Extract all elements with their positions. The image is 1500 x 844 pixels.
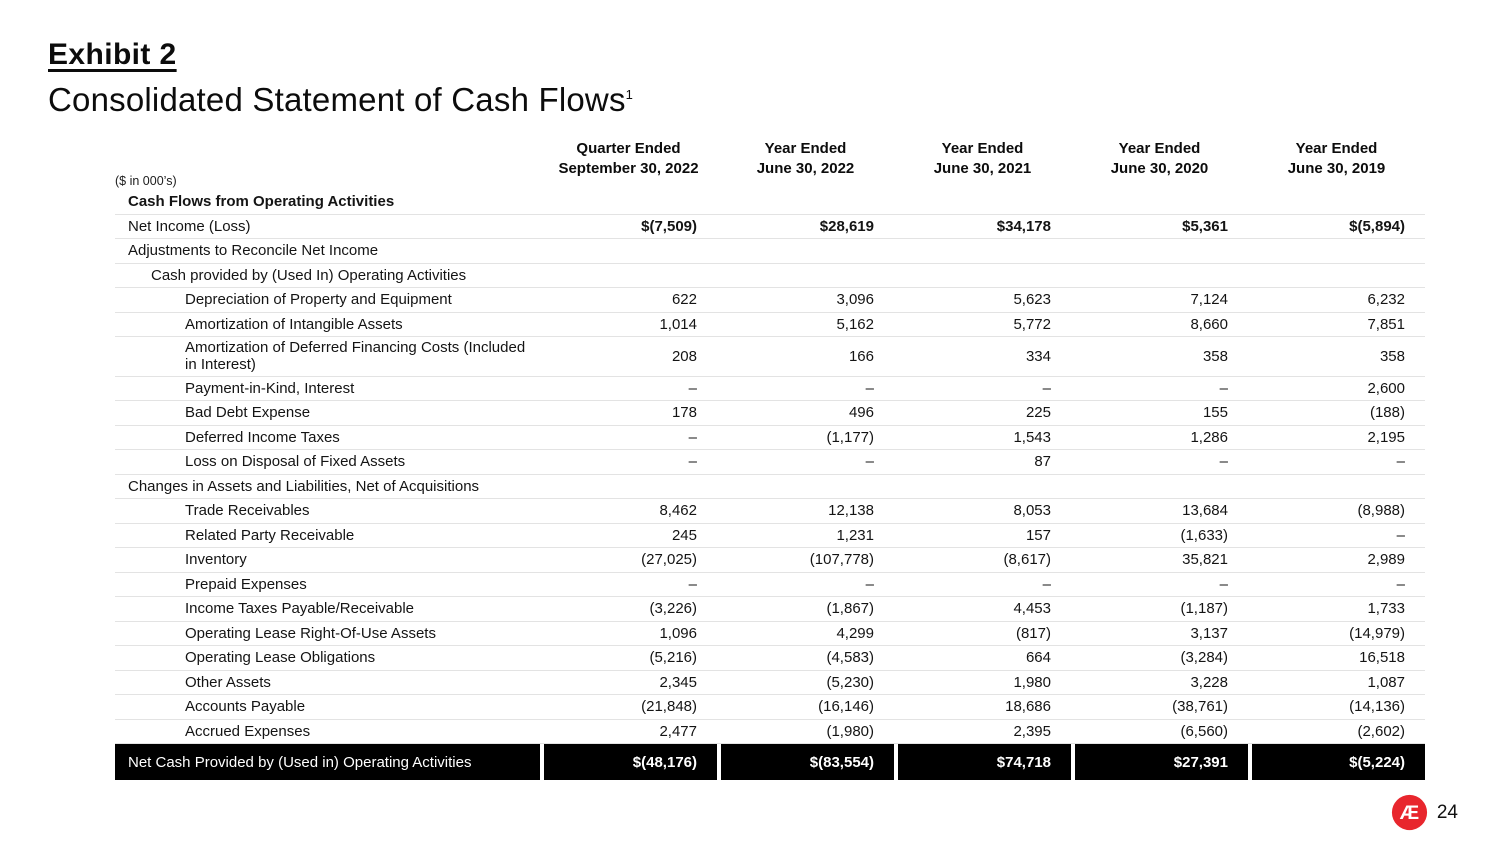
total-row [115,744,1425,780]
cell-value: $(7,509) [641,217,697,235]
row-label: Operating Lease Obligations [185,649,376,667]
cell-value: (5,230) [826,673,874,691]
cell-value: 1,286 [1190,428,1228,446]
row-label: Depreciation of Property and Equipment [185,291,452,309]
cell-value: – [1042,379,1051,397]
cell-value: – [865,379,874,397]
column-header: Year Ended June 30, 2021 [933,140,1032,177]
cell-value: (1,633) [1180,526,1228,544]
cell-value: (1,187) [1180,600,1228,618]
cell-value: – [865,575,874,593]
table-row [115,597,1425,622]
cell-value: – [865,453,874,471]
cell-value: 5,162 [836,315,874,333]
table-row [115,215,1425,240]
cell-value: 2,195 [1367,428,1405,446]
table-row [115,313,1425,338]
footnote-marker: 1 [625,87,634,102]
cell-value: 8,660 [1190,315,1228,333]
row-label: Cash Flows from Operating Activities [128,193,395,211]
company-logo-icon [1391,794,1428,831]
table-row [115,288,1425,313]
cell-value: (27,025) [641,551,697,569]
cell-value: 225 [1025,404,1051,422]
cell-value: (3,284) [1180,649,1228,667]
cell-value: $(5,894) [1349,217,1405,235]
table-row [115,401,1425,426]
row-label: Changes in Assets and Liabilities, Net of Acquisitions [128,477,480,495]
cell-value: 35,821 [1182,551,1228,569]
table-row [115,450,1425,475]
row-label: Deferred Income Taxes [185,428,340,446]
cell-value: $28,619 [819,217,874,235]
cell-value: (14,979) [1349,624,1405,642]
units-note: ($ in 000’s) [115,173,177,188]
column-header: Year Ended June 30, 2022 [756,140,855,177]
cell-value: – [688,428,697,446]
exhibit-label: Exhibit 2 [48,38,177,71]
cell-value: (8,988) [1357,502,1405,520]
table-row [115,377,1425,402]
cell-value: (3,226) [649,600,697,618]
cell-value: 664 [1025,649,1051,667]
cell-value: 622 [671,291,697,309]
cell-value: 5,623 [1013,291,1051,309]
cell-value: 3,137 [1190,624,1228,642]
row-label: Payment-in-Kind, Interest [185,379,355,397]
cell-value: 1,014 [659,315,697,333]
table-row [115,646,1425,671]
cell-value: (4,583) [826,649,874,667]
cell-value: – [1396,526,1405,544]
cell-value: 13,684 [1182,502,1228,520]
row-label: Bad Debt Expense [185,404,311,422]
table-row [115,264,1425,289]
cell-value: – [688,379,697,397]
cell-value: 4,453 [1013,600,1051,618]
row-label: Loss on Disposal of Fixed Assets [185,453,406,471]
table-header-row [115,128,1425,190]
cell-value: (5,216) [649,649,697,667]
cell-value: 155 [1202,404,1228,422]
cell-value: – [1396,453,1405,471]
row-label: Operating Lease Right-Of-Use Assets [185,624,436,642]
cell-value: 7,124 [1190,291,1228,309]
cell-value: 7,851 [1367,315,1405,333]
row-label: Prepaid Expenses [185,575,307,593]
cell-value: 178 [671,404,697,422]
page-number: 24 [1436,801,1458,823]
cell-value: (107,778) [809,551,874,569]
cell-value: (1,867) [826,600,874,618]
cell-value: 16,518 [1359,649,1405,667]
cell-value: $5,361 [1182,217,1228,235]
cell-value: (1,980) [826,722,874,740]
total-cell-value: $(83,554) [717,744,894,780]
cell-value: 1,543 [1013,428,1051,446]
table-row [115,720,1425,745]
table-row [115,426,1425,451]
table-row [115,475,1425,500]
cell-value: 87 [1034,453,1051,471]
cell-value: 1,733 [1367,600,1405,618]
cell-value: $34,178 [996,217,1051,235]
cell-value: (16,146) [818,698,874,716]
cell-value: – [688,453,697,471]
cell-value: 245 [671,526,697,544]
row-label: Amortization of Deferred Financing Costs (Included in Interest) [185,339,526,374]
row-label: Trade Receivables [185,502,310,520]
cell-value: (21,848) [641,698,697,716]
column-header: Quarter Ended September 30, 2022 [558,140,699,177]
cell-value: – [1042,575,1051,593]
total-cell-value: $(48,176) [540,744,717,780]
table-row [115,622,1425,647]
cell-value: 496 [848,404,874,422]
cell-value: (1,177) [826,428,874,446]
cell-value: – [688,575,697,593]
cell-value: 6,232 [1367,291,1405,309]
column-header: Year Ended June 30, 2020 [1110,140,1209,177]
cell-value: 1,096 [659,624,697,642]
cell-value: 2,600 [1367,379,1405,397]
cell-value: (14,136) [1349,698,1405,716]
table-row [115,671,1425,696]
cell-value: 12,138 [828,502,874,520]
column-header: Year Ended June 30, 2019 [1287,140,1386,177]
cell-value: 2,395 [1013,722,1051,740]
cell-value: (8,617) [1003,551,1051,569]
row-label: Accrued Expenses [185,722,311,740]
table-row [115,548,1425,573]
row-label: Adjustments to Reconcile Net Income [128,242,379,260]
cell-value: 4,299 [836,624,874,642]
cell-value: 358 [1202,347,1228,365]
cell-value: 2,989 [1367,551,1405,569]
cell-value: 166 [848,347,874,365]
cell-value: 2,477 [659,722,697,740]
row-label: Amortization of Intangible Assets [185,315,403,333]
total-cell-value: $74,718 [894,744,1071,780]
cell-value: (2,602) [1357,722,1405,740]
cash-flow-table [115,128,1425,780]
cell-value: (38,761) [1172,698,1228,716]
cell-value: (6,560) [1180,722,1228,740]
slide-footer [1391,794,1458,831]
cell-value: – [1219,575,1228,593]
table-body [115,190,1425,744]
row-label: Inventory [185,551,247,569]
table-row [115,524,1425,549]
table-row [115,695,1425,720]
cell-value: – [1396,575,1405,593]
title-block [48,38,633,119]
logo-glyph: Æ [1399,801,1420,824]
cell-value: 8,053 [1013,502,1051,520]
row-label: Accounts Payable [185,698,306,716]
cell-value: 1,980 [1013,673,1051,691]
table-row [115,573,1425,598]
row-label: Related Party Receivable [185,526,355,544]
cell-value: 1,231 [836,526,874,544]
total-cell-value: $27,391 [1071,744,1248,780]
page-title-text: Consolidated Statement of Cash Flows [48,81,626,118]
total-row-label: Net Cash Provided by (Used in) Operating Activities [115,744,540,780]
cell-value: (188) [1369,404,1405,422]
table-row [115,499,1425,524]
cell-value: (817) [1015,624,1051,642]
cell-value: 208 [671,347,697,365]
row-label: Net Income (Loss) [128,217,251,235]
cell-value: 2,345 [659,673,697,691]
cell-value: – [1219,453,1228,471]
cell-value: 5,772 [1013,315,1051,333]
total-cell-value: $(5,224) [1248,744,1425,780]
cell-value: 18,686 [1005,698,1051,716]
cell-value: 334 [1025,347,1051,365]
row-label: Cash provided by (Used In) Operating Activities [151,266,467,284]
row-label: Other Assets [185,673,271,691]
cell-value: 8,462 [659,502,697,520]
cell-value: 3,228 [1190,673,1228,691]
table-row [115,190,1425,215]
row-label: Income Taxes Payable/Receivable [185,600,415,618]
cell-value: 358 [1379,347,1405,365]
table-row [115,239,1425,264]
cell-value: 157 [1025,526,1051,544]
page-title [48,81,633,119]
cell-value: 3,096 [836,291,874,309]
cell-value: 1,087 [1367,673,1405,691]
cell-value: – [1219,379,1228,397]
table-row [115,337,1425,377]
